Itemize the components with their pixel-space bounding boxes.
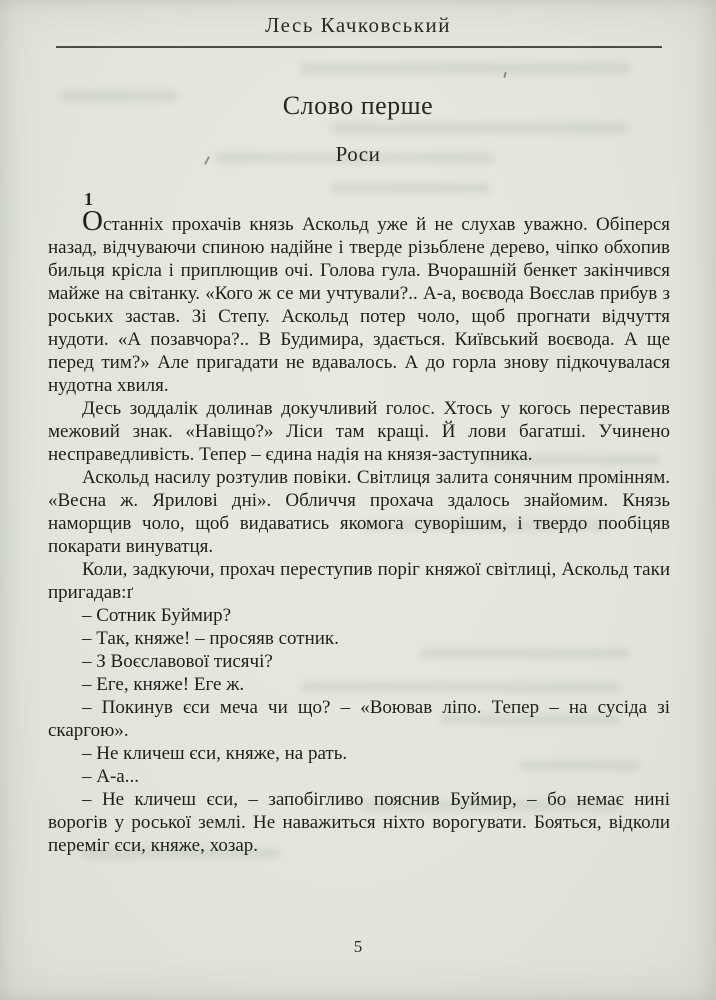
body-text (48, 205, 670, 857)
dialogue-line: – З Воєславової тисячі? (82, 651, 273, 672)
dialogue-line: – Так, княже! – просяяв сотник. (82, 628, 339, 649)
initial-capital: О (82, 205, 103, 237)
bleed-through-smudge (330, 182, 490, 194)
dialogue-line: – Сотник Буймир? (82, 605, 232, 626)
subsection-number: 1 (84, 189, 93, 209)
paragraph: Аскольд насилу розтулив повіки. Світлиця залита сонячним промінням. «Весна ж. Ярилові дні». Обличчя прохача здалось знайомим. Князь наморщив чоло, щоб видаватись якомога суворішим, і твердо пообіцяв покарати винуватця. (48, 467, 670, 557)
page-number: 5 (353, 937, 363, 956)
dialogue-line: – Не кличеш єси, княже, на рать. (82, 743, 348, 764)
dialogue-line: – Покинув єси меча чи що? – «Воював ліпо. Тепер – на сусіда зі скаргою». (48, 697, 670, 741)
chapter-title: Слово перше (282, 91, 434, 120)
running-header-author: Лесь Качковський (265, 13, 451, 37)
dialogue-line: – Не кличеш єси, – запобігливо пояснив Буймир, – бо немає нині ворогів у роської землі. Не наважиться ніхто ворогувати. Бояться, відколи переміг єси, княже, хозар. (48, 789, 670, 856)
bleed-through-smudge (330, 122, 630, 134)
opening-paragraph (48, 205, 670, 397)
header-rule (56, 46, 662, 48)
bleed-through-smudge (300, 62, 630, 75)
opening-paragraph-text: станніх прохачів князь Аскольд уже й не слухав уважно. Обіперся назад, відчуваючи спиною надійне і тверде різьблене дерево, чіпко обхопив бильця крісла і приплющив очі. Голова гула. Вчорашній бенкет закінчився майже на світанку. «Кого ж се ми учтували?.. А-а, воєвода Воєслав прибув з роських застав. Зі Степу. Аскольд потер чоло, щоб прогнати відчуття нудоти. «А позавчора?.. В Будимира, здається. Київський воєвода. А ще перед тим?» Але пригадати не вдавалось. А до горла знову підкочувалася нудотна хвиля. (48, 214, 670, 396)
section-title: Роси (335, 142, 381, 166)
dialogue-line: – Еге, княже! Еге ж. (82, 674, 245, 695)
dialogue-line: – А-а... (82, 766, 139, 787)
paragraph: Десь зоддалік долинав докучливий голос. Хтось у когось переставив межовий знак. «Навіщо?» Ліси там кращі. Й лови багатші. Учинено несправедливість. Тепер – єдина надія на князя-заступника. (48, 398, 670, 465)
paragraph: Коли, задкуючи, прохач переступив поріг княжої світлиці, Аскольд таки пригадав:ґ (48, 559, 670, 603)
ink-speck (503, 72, 506, 78)
